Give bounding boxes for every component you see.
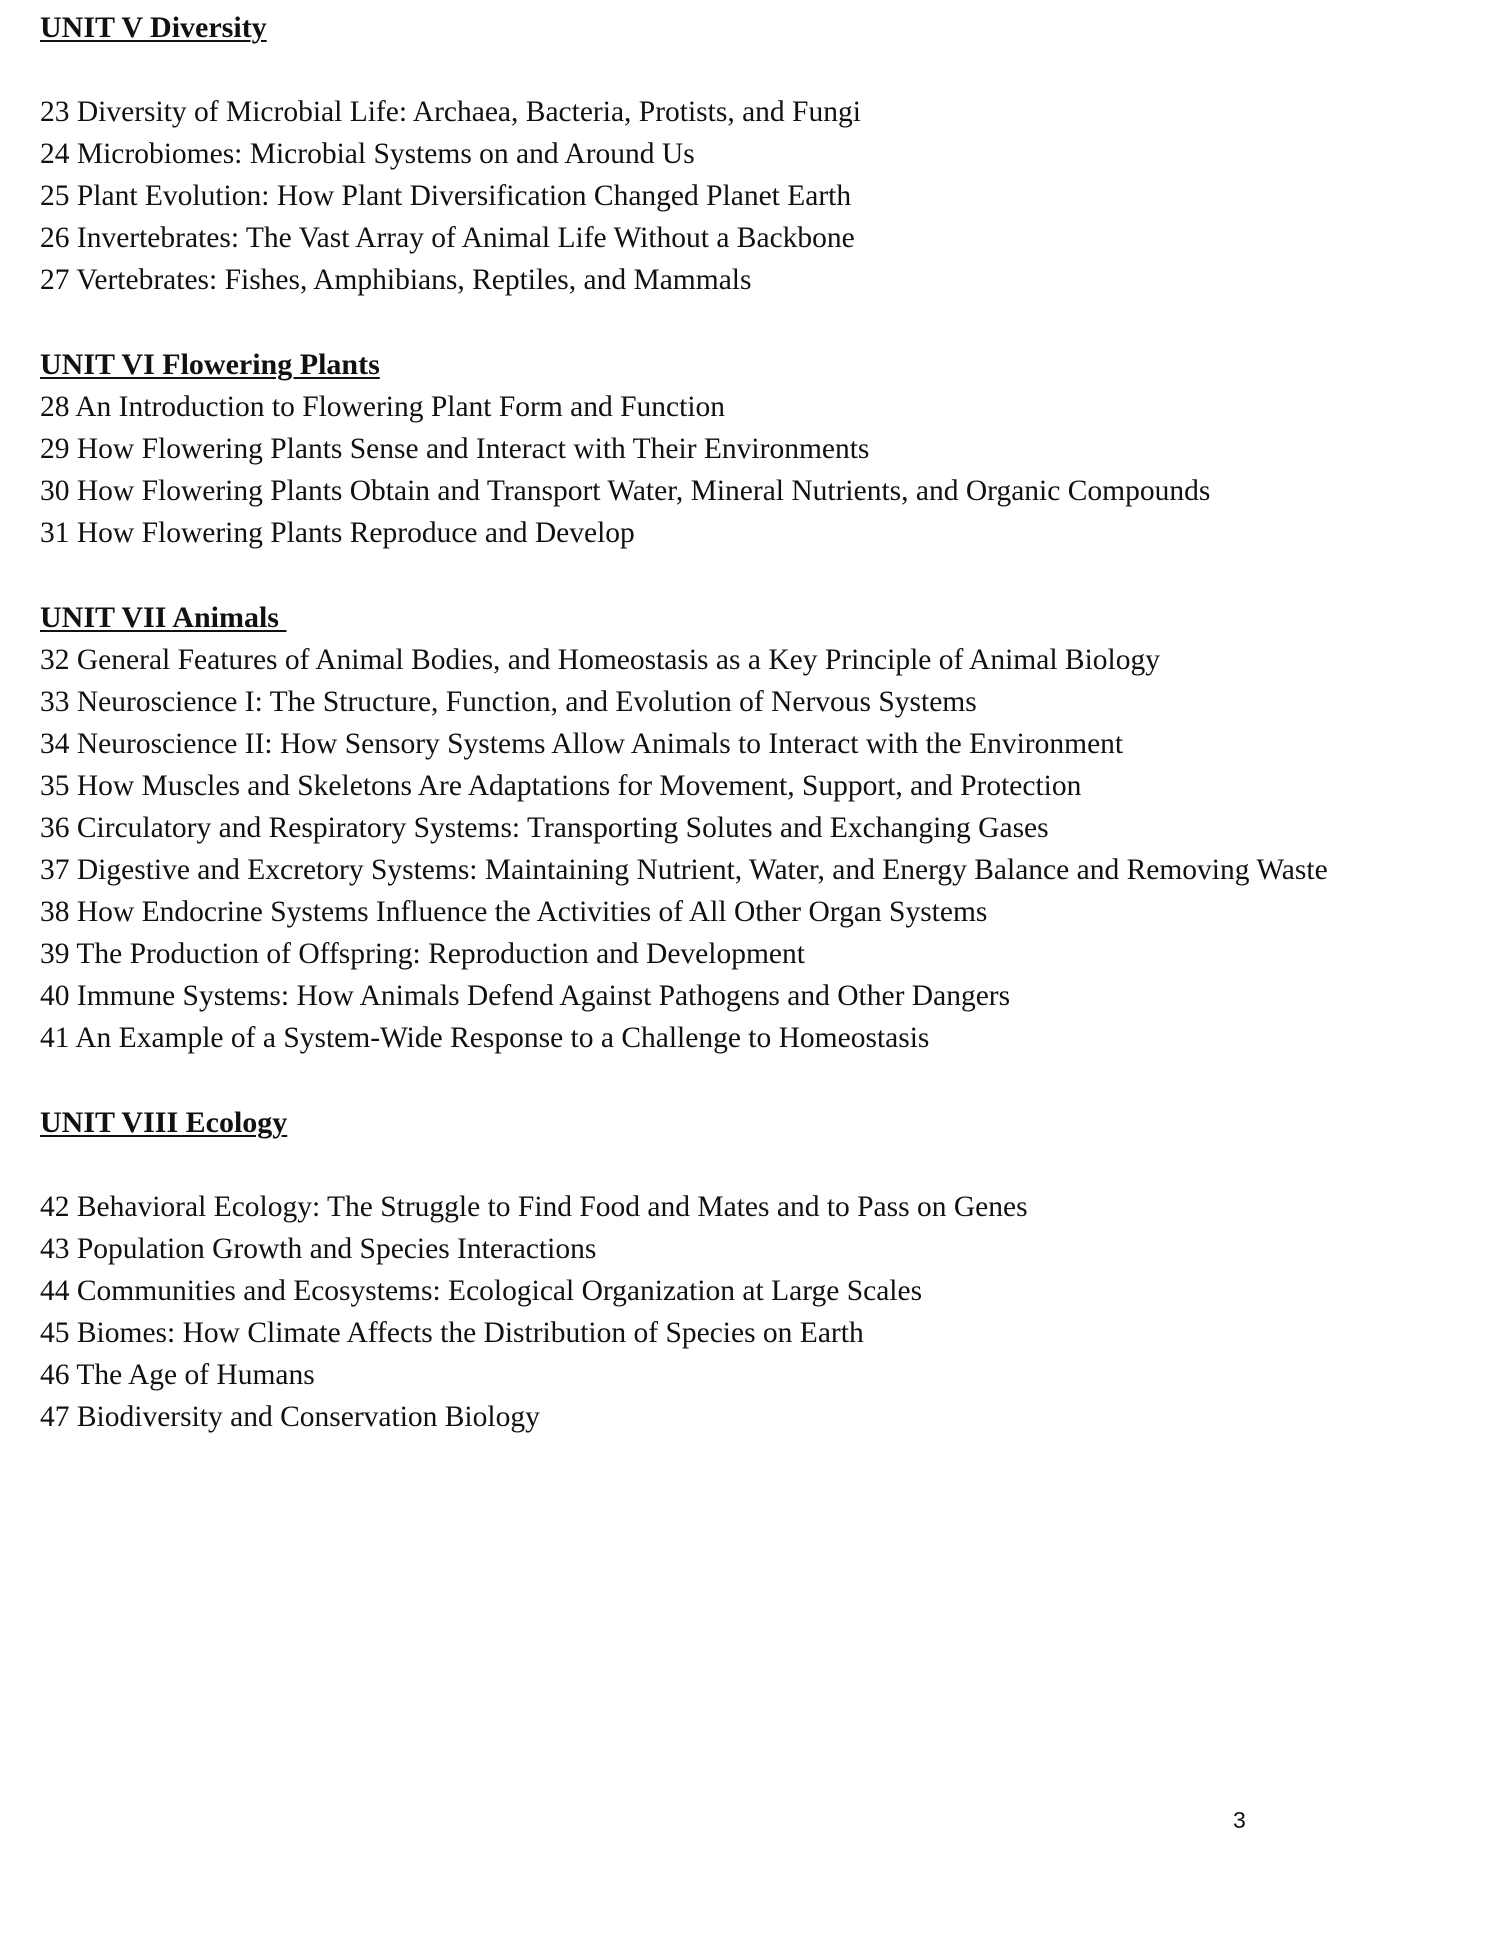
chapter-line: 35 How Muscles and Skeletons Are Adaptations for Movement, Support, and Protection <box>40 770 1082 802</box>
chapter-line: 38 How Endocrine Systems Influence the Activities of All Other Organ Systems <box>40 896 988 928</box>
page-number: 3 <box>1233 1807 1246 1833</box>
chapter-line: 27 Vertebrates: Fishes, Amphibians, Reptiles, and Mammals <box>40 264 752 296</box>
chapter-line: 36 Circulatory and Respiratory Systems: Transporting Solutes and Exchanging Gases <box>40 812 1049 844</box>
chapter-line: 41 An Example of a System-Wide Response to a Challenge to Homeostasis <box>40 1022 930 1054</box>
unit-heading: UNIT VIII Ecology <box>40 1106 288 1139</box>
chapter-line: 40 Immune Systems: How Animals Defend Against Pathogens and Other Dangers <box>40 980 1011 1012</box>
chapter-line: 47 Biodiversity and Conservation Biology <box>40 1401 540 1433</box>
chapter-line: 24 Microbiomes: Microbial Systems on and Around Us <box>40 138 695 170</box>
chapter-line: 42 Behavioral Ecology: The Struggle to Find Food and Mates and to Pass on Genes <box>40 1191 1028 1223</box>
chapter-line: 37 Digestive and Excretory Systems: Maintaining Nutrient, Water, and Energy Balance and Removing Waste <box>40 854 1328 886</box>
unit-heading: UNIT VII Animals <box>40 601 287 634</box>
chapter-line: 25 Plant Evolution: How Plant Diversification Changed Planet Earth <box>40 180 852 212</box>
chapter-line: 28 An Introduction to Flowering Plant Form and Function <box>40 391 726 423</box>
chapter-line: 23 Diversity of Microbial Life: Archaea, Bacteria, Protists, and Fungi <box>40 96 861 128</box>
chapter-line: 33 Neuroscience I: The Structure, Function, and Evolution of Nervous Systems <box>40 686 977 718</box>
chapter-line: 39 The Production of Offspring: Reproduction and Development <box>40 938 805 970</box>
chapter-line: 34 Neuroscience II: How Sensory Systems Allow Animals to Interact with the Environment <box>40 728 1124 760</box>
chapter-line: 26 Invertebrates: The Vast Array of Animal Life Without a Backbone <box>40 222 855 254</box>
chapter-line: 44 Communities and Ecosystems: Ecological Organization at Large Scales <box>40 1275 923 1307</box>
unit-heading: UNIT V Diversity <box>40 11 267 44</box>
chapter-line: 29 How Flowering Plants Sense and Interact with Their Environments <box>40 433 870 465</box>
chapter-line: 32 General Features of Animal Bodies, and Homeostasis as a Key Principle of Animal Biology <box>40 644 1160 676</box>
chapter-line: 31 How Flowering Plants Reproduce and Develop <box>40 517 635 549</box>
chapter-line: 45 Biomes: How Climate Affects the Distribution of Species on Earth <box>40 1317 864 1349</box>
chapter-line: 43 Population Growth and Species Interactions <box>40 1233 597 1265</box>
chapter-line: 46 The Age of Humans <box>40 1359 315 1391</box>
chapter-line: 30 How Flowering Plants Obtain and Transport Water, Mineral Nutrients, and Organic Compounds <box>40 475 1211 507</box>
unit-heading: UNIT VI Flowering Plants <box>40 348 380 381</box>
